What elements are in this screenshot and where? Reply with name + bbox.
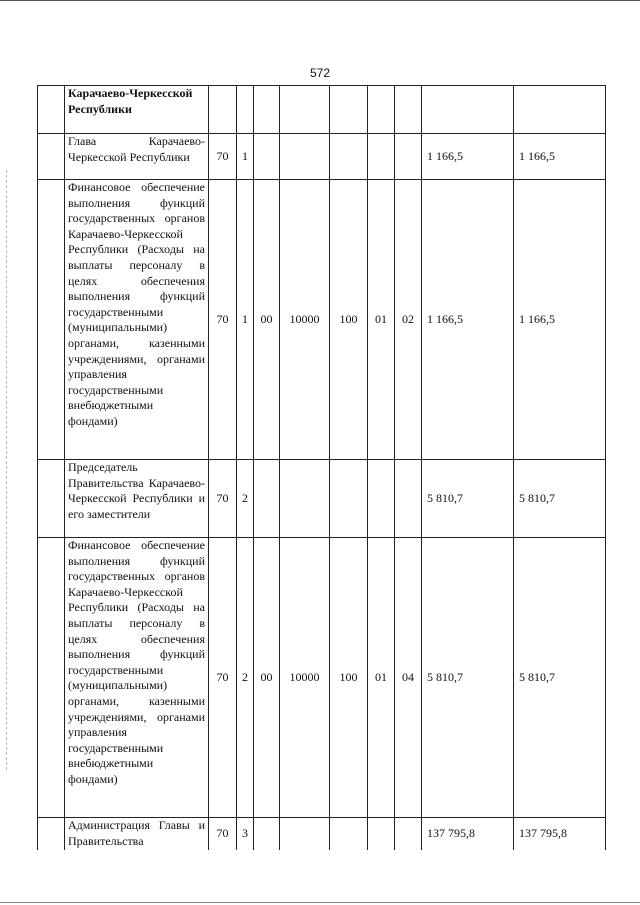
blank-cell (38, 818, 65, 850)
bottom-page-edge (0, 902, 640, 903)
col-b-cell: 1 (237, 134, 254, 180)
col-c-cell: 00 (254, 180, 280, 460)
col-b-cell: 1 (237, 180, 254, 460)
col-c-cell (254, 134, 280, 180)
col-c-cell (254, 818, 280, 850)
col-f-cell (368, 460, 395, 538)
col-d-cell (280, 818, 330, 850)
col-g-cell (395, 818, 422, 850)
col-c-cell (254, 86, 280, 134)
row-name: Председатель Правительства Карачаево-Черкесской Республики и его заместители (65, 460, 209, 538)
col-a-cell: 70 (209, 134, 237, 180)
amount-1-cell (422, 86, 514, 134)
col-f-cell: 01 (368, 538, 395, 818)
col-e-cell (330, 134, 368, 180)
col-f-cell (368, 134, 395, 180)
col-d-cell (280, 86, 330, 134)
row-name: Финансовое обеспечение выполнения функций государственных органов Карачаево-Черкесской Республики (Расходы на выплаты персоналу в целях обеспечения выполнения функций государственными (муниципальными) органами, казенными учреждениями, органами управления государственными внебюджетными фондами) (65, 538, 209, 818)
table-row (38, 134, 606, 180)
blank-cell (38, 134, 65, 180)
amount-2-cell: 5 810,7 (514, 460, 606, 538)
amount-2-cell: 5 810,7 (514, 538, 606, 818)
row-name: Глава Карачаево-Черкесской Республики (65, 134, 209, 180)
blank-cell (38, 86, 65, 134)
table-row (38, 538, 606, 818)
scan-margin-line (6, 170, 7, 770)
amount-1-cell: 1 166,5 (422, 180, 514, 460)
col-f-cell (368, 818, 395, 850)
col-c-cell (254, 460, 280, 538)
col-f-cell: 01 (368, 180, 395, 460)
col-b-cell (237, 86, 254, 134)
col-e-cell: 100 (330, 180, 368, 460)
col-c-cell: 00 (254, 538, 280, 818)
amount-2-cell: 1 166,5 (514, 134, 606, 180)
budget-table (37, 85, 606, 850)
col-d-cell (280, 460, 330, 538)
row-name: Карачаево-Черкесской Республики (65, 86, 209, 134)
col-d-cell (280, 134, 330, 180)
col-a-cell: 70 (209, 180, 237, 460)
row-name: Финансовое обеспечение выполнения функций государственных органов Карачаево-Черкесской Республики (Расходы на выплаты персоналу в целях обеспечения выполнения функций государственными (муниципальными) органами, казенными учреждениями, органами управления государственными внебюджетными фондами) (65, 180, 209, 460)
col-g-cell (395, 86, 422, 134)
col-e-cell (330, 818, 368, 850)
amount-2-cell: 1 166,5 (514, 180, 606, 460)
page-number: 572 (309, 66, 331, 80)
blank-cell (38, 460, 65, 538)
col-d-cell: 10000 (280, 180, 330, 460)
amount-1-cell: 1 166,5 (422, 134, 514, 180)
col-a-cell: 70 (209, 538, 237, 818)
amount-1-cell: 5 810,7 (422, 538, 514, 818)
table-row (38, 86, 606, 134)
table-row (38, 180, 606, 460)
col-b-cell: 2 (237, 460, 254, 538)
col-f-cell (368, 86, 395, 134)
col-g-cell: 02 (395, 180, 422, 460)
col-a-cell: 70 (209, 460, 237, 538)
amount-1-cell: 137 795,8 (422, 818, 514, 850)
blank-cell (38, 538, 65, 818)
table-row (38, 460, 606, 538)
col-d-cell: 10000 (280, 538, 330, 818)
top-page-edge (0, 0, 640, 1)
col-e-cell (330, 460, 368, 538)
col-a-cell: 70 (209, 818, 237, 850)
col-e-cell (330, 86, 368, 134)
col-b-cell: 2 (237, 538, 254, 818)
col-g-cell (395, 134, 422, 180)
col-a-cell (209, 86, 237, 134)
col-g-cell (395, 460, 422, 538)
blank-cell (38, 180, 65, 460)
table-row (38, 818, 606, 850)
col-e-cell: 100 (330, 538, 368, 818)
row-name: Администрация Главы и Правительства (65, 818, 209, 850)
col-g-cell: 04 (395, 538, 422, 818)
amount-2-cell: 137 795,8 (514, 818, 606, 850)
amount-2-cell (514, 86, 606, 134)
col-b-cell: 3 (237, 818, 254, 850)
amount-1-cell: 5 810,7 (422, 460, 514, 538)
